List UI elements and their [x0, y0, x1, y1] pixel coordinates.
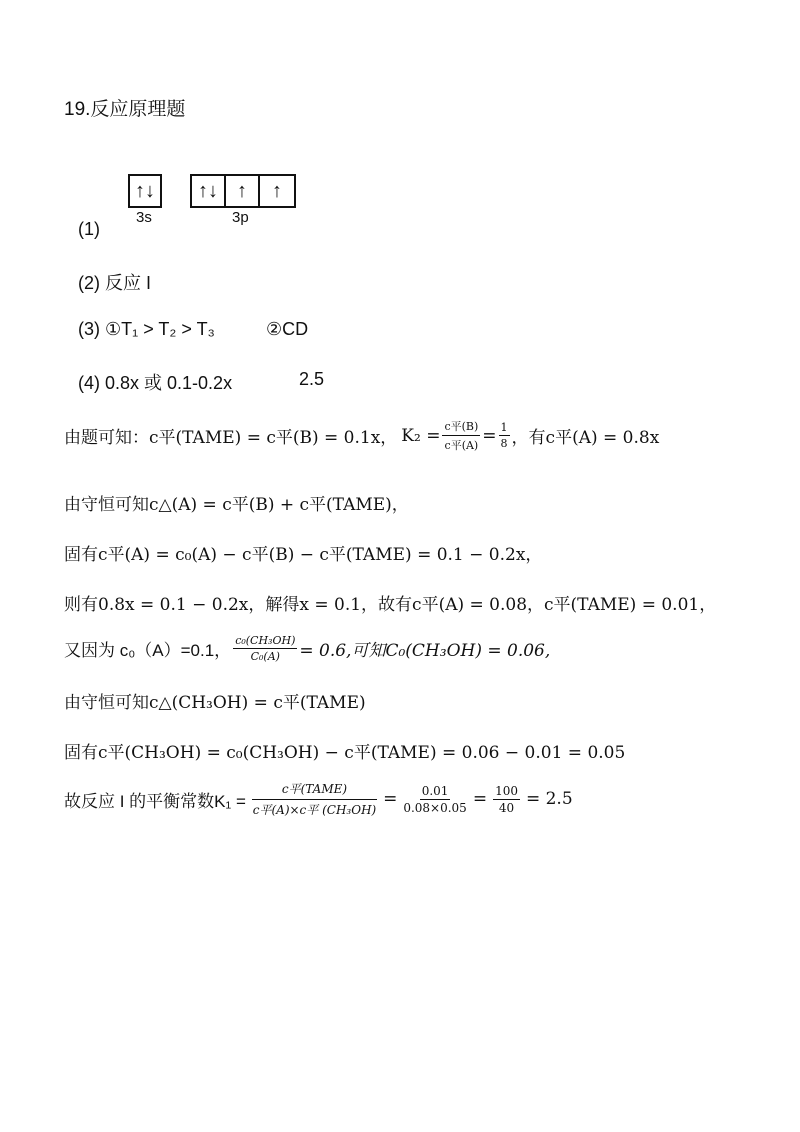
- answer-3-part1: (3) ①T₁ > T₂ > T₃: [78, 319, 215, 339]
- line-1-equals: =: [482, 425, 497, 446]
- orbital-3p-cell-2: ↑: [226, 176, 260, 206]
- orbital-3s-label: 3s: [136, 209, 152, 226]
- question-title: 19.反应原理题: [64, 99, 186, 120]
- simplified-denominator: 40: [498, 800, 515, 815]
- answer-2: (2) 反应 I: [78, 273, 152, 293]
- line-1-prefix: 由题可知：: [64, 428, 149, 447]
- line-1-equation: c平(TAME) = c平(B) = 0.1x，: [149, 428, 398, 448]
- answer-4-part2: 2.5: [299, 369, 325, 389]
- derivation-line-6: 由守恒可知c△(CH₃OH) = c平(TAME): [64, 693, 366, 713]
- one-eighth-fraction: [499, 421, 510, 450]
- orbital-3p-label: 3p: [232, 209, 249, 226]
- k1-denominator: c平(A)×c平 (CH₃OH): [252, 803, 377, 817]
- derivation-line-7: 固有c平(CH₃OH) = c₀(CH₃OH) − c平(TAME) = 0.06 − 0.01 = 0.05: [64, 743, 626, 763]
- answer-1: (1): [78, 219, 100, 239]
- orbital-3p-cell-1: ↑↓: [192, 176, 226, 206]
- orbital-3s-box: [128, 174, 162, 208]
- k1-numerator: c平(TAME): [252, 780, 377, 800]
- ratio-numerator: c₀(CH₃OH): [235, 634, 296, 647]
- simplified-numerator: 100: [495, 783, 518, 798]
- answer-3-part2: ②CD: [266, 319, 309, 339]
- line-8-prefix: 故反应 I 的平衡常数K₁ =: [64, 791, 246, 811]
- derivation-line-5: [64, 634, 550, 663]
- line-5-prefix: 又因为 c₀（A）=0.1，: [64, 641, 232, 660]
- derivation-line-8: [64, 780, 573, 818]
- answer-4-part1: (4) 0.8x 或 0.1-0.2x: [78, 373, 233, 393]
- line-8-equals-2: =: [472, 789, 488, 809]
- orbital-3p-box: [190, 174, 296, 208]
- ratio-denominator: C₀(A): [250, 650, 280, 663]
- one-eighth-denominator: 8: [500, 437, 508, 450]
- derivation-line-4: 则有0.8x = 0.1 − 0.2x，解得x = 0.1，故有c平(A) = 0.08，c平(TAME) = 0.01，: [64, 595, 717, 615]
- simplified-fraction: [493, 784, 520, 815]
- k1-fraction: [252, 780, 377, 818]
- one-eighth-numerator: 1: [500, 421, 508, 434]
- value-denominator: 0.08×0.05: [403, 800, 467, 815]
- line-8-equals-1: =: [383, 789, 398, 809]
- value-numerator: 0.01: [421, 783, 449, 798]
- line-5-suffix: = 0.6,可知C₀(CH₃OH) = 0.06,: [299, 641, 551, 661]
- line-8-result: = 2.5: [525, 789, 573, 809]
- k2-numerator: c平(B): [442, 418, 480, 436]
- orbital-3p-cell-3: ↑: [272, 180, 282, 202]
- orbital-3s-cell: ↑↓: [135, 180, 155, 202]
- line-1-suffix: ，有c平(A) = 0.8x: [511, 428, 660, 448]
- ratio-fraction: [233, 634, 297, 663]
- derivation-line-1: [64, 418, 659, 453]
- line-1-k2: K₂ =: [401, 425, 441, 446]
- derivation-line-3: 固有c平(A) = c₀(A) − c平(B) − c平(TAME) = 0.1 − 0.2x，: [64, 545, 543, 565]
- derivation-line-2: 由守恒可知c△(A) = c平(B) + c平(TAME)，: [64, 495, 409, 515]
- k2-denominator: c平(A): [444, 439, 479, 452]
- k2-fraction: [442, 418, 480, 453]
- value-fraction: [403, 784, 467, 815]
